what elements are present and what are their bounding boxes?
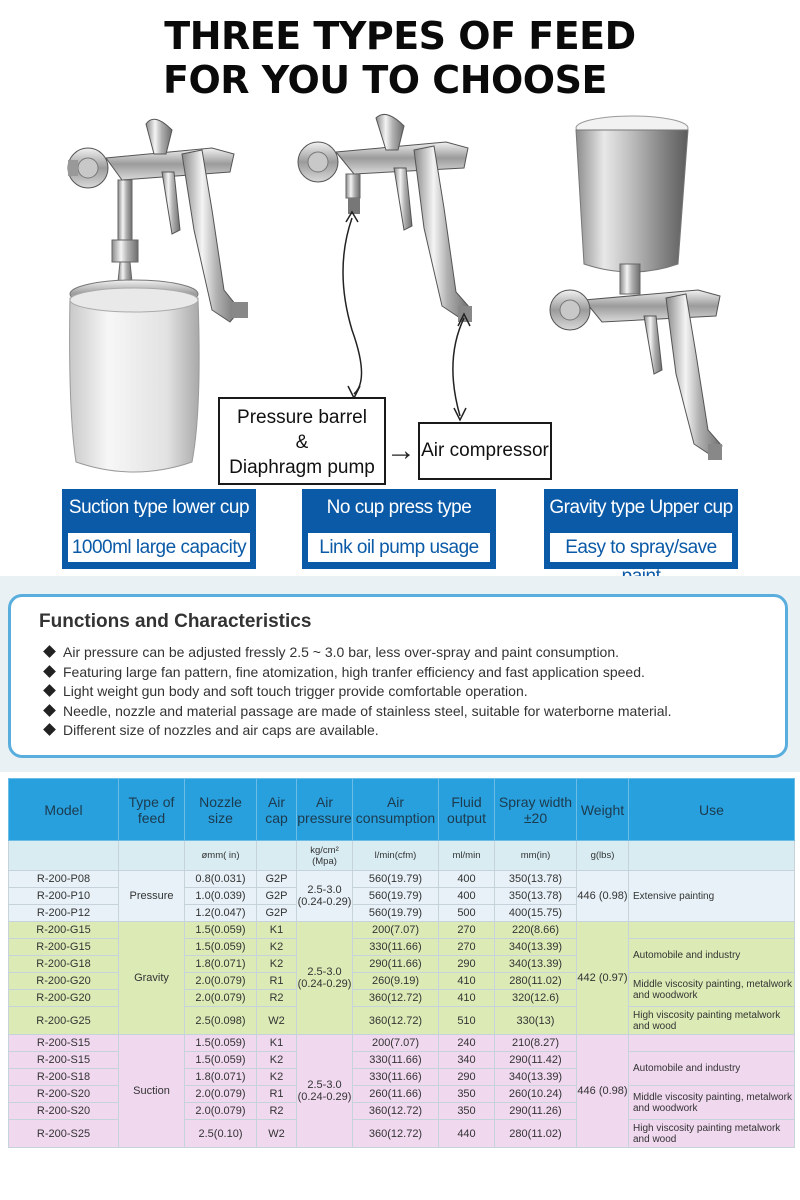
air-compressor-label: Air compressor: [421, 440, 549, 461]
cell-air-cap: W2: [257, 1007, 297, 1035]
header-air-pressure: Air pressure: [297, 779, 353, 841]
cell-air-consumption: 560(19.79): [353, 888, 439, 905]
cell-fluid-output: 270: [439, 939, 495, 956]
functions-list: [45, 643, 672, 741]
diaphragm-pump-label: Diaphragm pump: [229, 457, 375, 478]
header-spray-width: Spray width ±20: [495, 779, 577, 841]
table-header-row: [9, 779, 795, 841]
cell-use: Extensive painting: [629, 871, 795, 922]
cell-air-consumption: 360(12.72): [353, 1120, 439, 1148]
cell-air-consumption: 330(11.66): [353, 939, 439, 956]
spec-table: [8, 778, 795, 1148]
cell-weight: 446 (0.98): [577, 871, 629, 922]
cell-use: Automobile and industry: [629, 939, 795, 973]
cell-fluid-output: 410: [439, 973, 495, 990]
type-card-title: Gravity type Upper cup: [549, 497, 733, 518]
function-item: Different size of nozzles and air caps are available.: [45, 721, 672, 741]
cell-spray-width: 340(13.39): [495, 956, 577, 973]
cell-air-cap: K1: [257, 1035, 297, 1052]
table-row: [9, 871, 795, 888]
pressure-barrel-box: [218, 397, 386, 485]
diamond-bullet-icon: [43, 704, 56, 717]
cell-air-pressure: 2.5-3.0 (0.24-0.29): [297, 922, 353, 1035]
type-card-no-cup: [302, 489, 496, 569]
cell-fluid-output: 290: [439, 956, 495, 973]
cell-model: R-200-G20: [9, 973, 119, 990]
cell-feed: Pressure: [119, 871, 185, 922]
cell-use: [629, 922, 795, 939]
cell-spray-width: 280(11.02): [495, 1120, 577, 1148]
cell-fluid-output: 270: [439, 922, 495, 939]
headline-line-1: THREE TYPES OF FEED: [164, 14, 636, 58]
cell-nozzle: 1.8(0.071): [185, 956, 257, 973]
header-nozzle: Nozzle size: [185, 779, 257, 841]
cell-air-cap: R2: [257, 990, 297, 1007]
cell-air-consumption: 260(9.19): [353, 973, 439, 990]
header-air-cap: Air cap: [257, 779, 297, 841]
cell-use: Middle viscosity painting, metalwork and woodwork: [629, 1086, 795, 1120]
diamond-bullet-icon: [43, 684, 56, 697]
cell-air-cap: R2: [257, 1103, 297, 1120]
cell-model: R-200-P12: [9, 905, 119, 922]
cell-nozzle: 2.0(0.079): [185, 973, 257, 990]
cell-air-cap: G2P: [257, 905, 297, 922]
cell-nozzle: 1.5(0.059): [185, 1035, 257, 1052]
cell-air-cap: G2P: [257, 871, 297, 888]
table-row: [9, 1035, 795, 1052]
table-row: [9, 922, 795, 939]
cell-air-cap: K2: [257, 1052, 297, 1069]
cell-use: [629, 1035, 795, 1052]
cell-nozzle: 1.5(0.059): [185, 922, 257, 939]
cell-nozzle: 0.8(0.031): [185, 871, 257, 888]
cell-air-consumption: 560(19.79): [353, 905, 439, 922]
type-card-title: Suction type lower cup: [68, 497, 250, 518]
cell-use: Automobile and industry: [629, 1052, 795, 1086]
cell-use: Middle viscosity painting, metalwork and woodwork: [629, 973, 795, 1007]
right-arrow-icon: →: [386, 434, 416, 467]
cell-use: High viscosity painting metalwork and wood: [629, 1120, 795, 1148]
cell-model: R-200-P08: [9, 871, 119, 888]
type-card-subtitle: 1000ml large capacity: [68, 533, 250, 562]
cell-fluid-output: 350: [439, 1086, 495, 1103]
cell-air-cap: K1: [257, 922, 297, 939]
cell-air-consumption: 330(11.66): [353, 1052, 439, 1069]
cell-fluid-output: 290: [439, 1069, 495, 1086]
cell-nozzle: 2.0(0.079): [185, 990, 257, 1007]
cell-model: R-200-S25: [9, 1120, 119, 1148]
gravity-spray-gun-image: [548, 114, 748, 464]
functions-title: Functions and Characteristics: [39, 611, 312, 632]
cell-air-cap: G2P: [257, 888, 297, 905]
cell-feed: Suction: [119, 1035, 185, 1148]
cell-air-consumption: 290(11.66): [353, 956, 439, 973]
type-card-subtitle: Easy to spray/save: [550, 533, 732, 562]
header-weight: Weight: [577, 779, 629, 841]
cell-air-consumption: 200(7.07): [353, 922, 439, 939]
cell-nozzle: 1.0(0.039): [185, 888, 257, 905]
cell-air-consumption: 330(11.66): [353, 1069, 439, 1086]
cell-model: R-200-S20: [9, 1103, 119, 1120]
cell-air-pressure: 2.5-3.0 (0.24-0.29): [297, 1035, 353, 1148]
cell-air-cap: W2: [257, 1120, 297, 1148]
ampersand-label: &: [295, 432, 309, 453]
cell-weight: 442 (0.97): [577, 922, 629, 1035]
headline-line-2: FOR YOU TO CHOOSE: [163, 58, 607, 102]
cell-air-consumption: 360(12.72): [353, 1007, 439, 1035]
cell-spray-width: 280(11.02): [495, 973, 577, 990]
cell-spray-width: 290(11.26): [495, 1103, 577, 1120]
cell-fluid-output: 350: [439, 1103, 495, 1120]
header-model: Model: [9, 779, 119, 841]
cell-fluid-output: 240: [439, 1035, 495, 1052]
cell-spray-width: 260(10.24): [495, 1086, 577, 1103]
cell-use: High viscosity painting metalwork and wood: [629, 1007, 795, 1035]
cell-nozzle: 2.5(0.10): [185, 1120, 257, 1148]
cell-air-cap: R1: [257, 1086, 297, 1103]
diamond-bullet-icon: [43, 665, 56, 678]
cell-nozzle: 2.0(0.079): [185, 1086, 257, 1103]
cell-spray-width: 400(15.75): [495, 905, 577, 922]
header-use: Use: [629, 779, 795, 841]
functions-panel: [8, 594, 788, 758]
cell-spray-width: 340(13.39): [495, 939, 577, 956]
type-card-subtitle: Link oil pump usage: [308, 533, 490, 562]
cell-air-cap: R1: [257, 973, 297, 990]
cell-fluid-output: 400: [439, 871, 495, 888]
cell-spray-width: 210(8.27): [495, 1035, 577, 1052]
cell-spray-width: 220(8.66): [495, 922, 577, 939]
cell-model: R-200-G20: [9, 990, 119, 1007]
cell-feed: Gravity: [119, 922, 185, 1035]
function-item: Needle, nozzle and material passage are made of stainless steel, suitable for waterborne material.: [45, 702, 672, 722]
cell-weight: 446 (0.98): [577, 1035, 629, 1148]
type-card-gravity: [544, 489, 738, 569]
headline: [0, 14, 800, 102]
cell-fluid-output: 510: [439, 1007, 495, 1035]
cell-spray-width: 350(13.78): [495, 871, 577, 888]
cell-spray-width: 320(12.6): [495, 990, 577, 1007]
cell-fluid-output: 410: [439, 990, 495, 1007]
cell-model: R-200-G18: [9, 956, 119, 973]
units-row: ømm( in) kg/cm² (Mpa) l/min(cfm) ml/min mm(in) g(lbs): [9, 841, 795, 871]
cell-nozzle: 2.0(0.079): [185, 1103, 257, 1120]
type-card-title: No cup press type: [326, 497, 472, 518]
function-item: Light weight gun body and soft touch trigger provide comfortable operation.: [45, 682, 672, 702]
cell-spray-width: 330(13): [495, 1007, 577, 1035]
diamond-bullet-icon: [43, 723, 56, 736]
cell-nozzle: 2.5(0.098): [185, 1007, 257, 1035]
cell-model: R-200-G25: [9, 1007, 119, 1035]
cell-air-consumption: 260(11.66): [353, 1086, 439, 1103]
type-card-suction: [62, 489, 256, 569]
cell-nozzle: 1.8(0.071): [185, 1069, 257, 1086]
pressure-barrel-label: Pressure barrel: [237, 407, 367, 428]
diamond-bullet-icon: [43, 645, 56, 658]
cell-model: R-200-S15: [9, 1052, 119, 1069]
cell-air-pressure: 2.5-3.0 (0.24-0.29): [297, 871, 353, 922]
cell-fluid-output: 400: [439, 888, 495, 905]
cell-air-consumption: 200(7.07): [353, 1035, 439, 1052]
cell-model: R-200-S15: [9, 1035, 119, 1052]
header-air-consumption: Air consumption: [353, 779, 439, 841]
function-item: Featuring large fan pattern, fine atomization, high tranfer efficiency and fast application speed.: [45, 663, 672, 683]
cell-model: R-200-P10: [9, 888, 119, 905]
cell-air-consumption: 560(19.79): [353, 871, 439, 888]
cell-model: R-200-S20: [9, 1086, 119, 1103]
cell-model: R-200-G15: [9, 922, 119, 939]
cell-air-consumption: 360(12.72): [353, 1103, 439, 1120]
cell-spray-width: 290(11.42): [495, 1052, 577, 1069]
header-feed: Type of feed: [119, 779, 185, 841]
cell-model: R-200-S18: [9, 1069, 119, 1086]
cell-nozzle: 1.5(0.059): [185, 939, 257, 956]
cell-model: R-200-G15: [9, 939, 119, 956]
cell-fluid-output: 340: [439, 1052, 495, 1069]
cell-air-cap: K2: [257, 1069, 297, 1086]
cell-air-consumption: 360(12.72): [353, 990, 439, 1007]
cell-fluid-output: 440: [439, 1120, 495, 1148]
function-item: Air pressure can be adjusted fressly 2.5 ~ 3.0 bar, less over-spray and paint consumption.: [45, 643, 672, 663]
header-fluid-output: Fluid output: [439, 779, 495, 841]
cell-nozzle: 1.2(0.047): [185, 905, 257, 922]
cell-spray-width: 340(13.39): [495, 1069, 577, 1086]
cell-nozzle: 1.5(0.059): [185, 1052, 257, 1069]
air-compressor-box: [418, 422, 552, 480]
cell-air-cap: K2: [257, 956, 297, 973]
cell-fluid-output: 500: [439, 905, 495, 922]
cell-spray-width: 350(13.78): [495, 888, 577, 905]
cell-air-cap: K2: [257, 939, 297, 956]
